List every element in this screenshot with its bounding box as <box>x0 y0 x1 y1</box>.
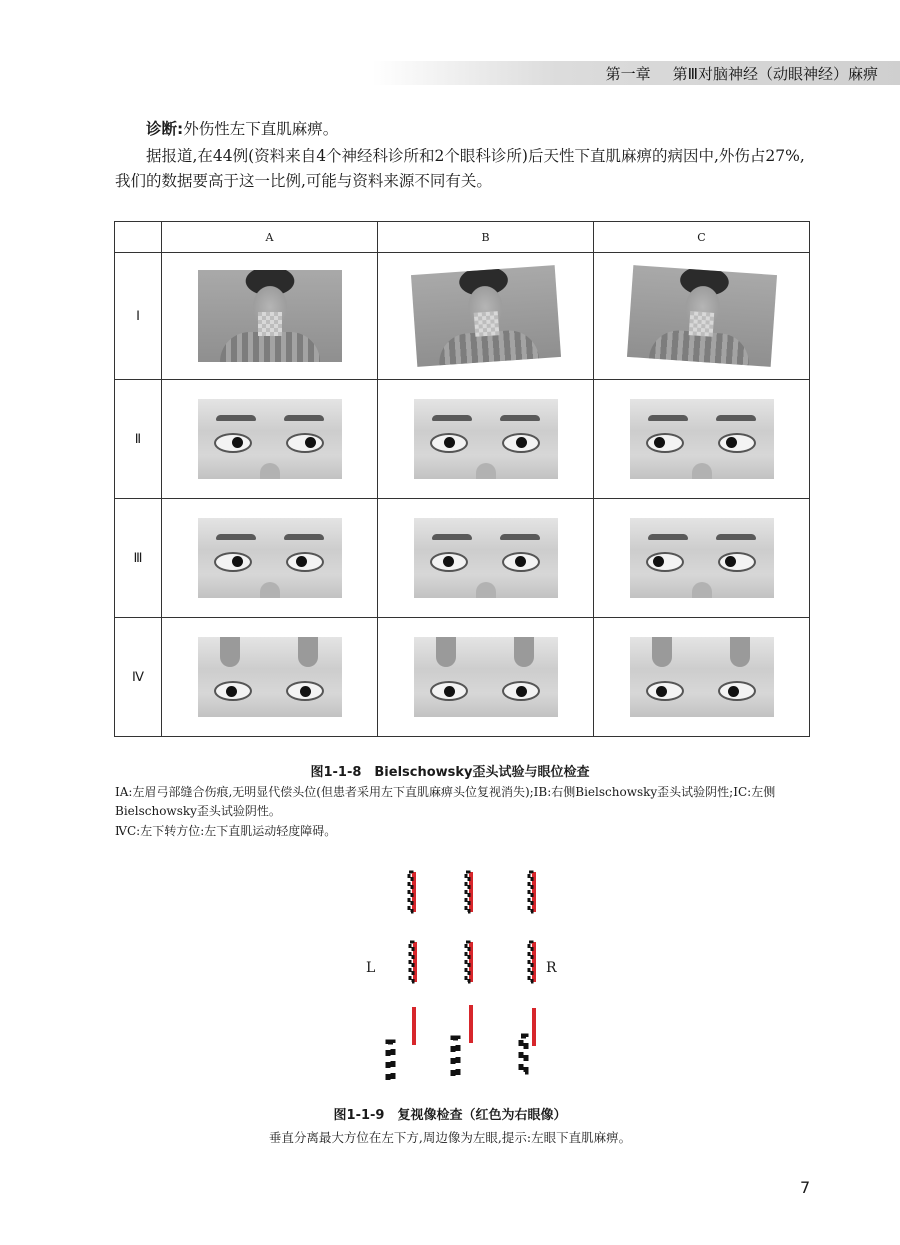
left-eye-image-down-left <box>388 1042 393 1080</box>
photo-eyes-2b <box>414 399 558 479</box>
running-header-text <box>584 63 878 84</box>
left-eye-image-down-right <box>521 1036 526 1072</box>
figure-1-1-8-note-2: ⅣC:左下转方位:左下直肌运动轻度障碍。 <box>115 824 337 838</box>
photo-eyes-2c <box>630 399 774 479</box>
left-eye-image-up-center <box>466 872 469 912</box>
diagnosis-text: 外伤性左下直肌麻痹。 <box>183 120 339 138</box>
figure-1-1-9-caption: 图1-1-9 复视像检查（红色为右眼像） <box>333 1108 567 1123</box>
left-eye-image-mid-center <box>466 942 469 982</box>
figure-1-1-8-note-1: ⅠA:左眉弓部缝合伤痕,无明显代偿头位(但患者采用左下直肌麻痹头位复视消失);ⅠB:右侧Bielschowsky歪头试验阴性;ⅠC:左侧Bielschowsky歪头试验阴性。 <box>115 785 776 818</box>
diagnosis-line <box>115 117 815 142</box>
right-eye-image-down-left <box>412 1007 416 1045</box>
photo-eyes-3b <box>414 518 558 598</box>
right-eye-image-down-center <box>469 1005 473 1043</box>
left-eye-image-mid-right <box>529 942 532 982</box>
left-eye-image-up-left <box>409 872 412 912</box>
photo-eyes-3c <box>630 518 774 598</box>
left-eye-image-down-center <box>453 1038 458 1076</box>
chapter-label: 第一章 <box>605 65 651 83</box>
table-corner-cell <box>115 222 162 253</box>
running-header <box>372 61 900 85</box>
column-header-a: A <box>162 222 378 253</box>
page-number: 7 <box>800 1178 811 1197</box>
diplopia-chart <box>355 870 595 1090</box>
diagnosis-label: 诊断: <box>146 120 184 138</box>
body-paragraph: 据报道,在44例(资料来自4个神经科诊所和2个眼科诊所)后天性下直肌麻痹的病因中,外伤占27%,我们的数据要高于这一比例,可能与资料来源不同有关。 <box>115 147 805 190</box>
column-header-b: B <box>378 222 594 253</box>
right-side-label: R <box>546 960 557 976</box>
row-label-4: Ⅳ <box>115 618 162 737</box>
photo-eyes-4a <box>198 637 342 717</box>
column-header-c: C <box>594 222 810 253</box>
photo-head-posture-a <box>198 270 342 362</box>
photo-eyes-4c <box>630 637 774 717</box>
left-side-label: L <box>366 960 376 976</box>
figure-1-1-9-description: 垂直分离最大方位在左下方,周边像为左眼,提示:左眼下直肌麻痹。 <box>268 1130 632 1145</box>
photo-head-tilt-left-c <box>626 265 776 367</box>
photo-eyes-2a <box>198 399 342 479</box>
photo-head-tilt-right-b <box>410 265 560 367</box>
row-label-2: Ⅱ <box>115 380 162 499</box>
photo-eyes-3a <box>198 518 342 598</box>
left-eye-image-up-right <box>529 872 532 912</box>
left-eye-image-mid-left <box>410 942 413 982</box>
right-eye-image-down-right <box>532 1008 536 1046</box>
figure-1-1-8-table <box>114 221 810 737</box>
figure-1-1-8-caption: 图1-1-8 Bielschowsky歪头试验与眼位检查 <box>310 765 590 780</box>
section-title: 第Ⅲ对脑神经（动眼神经）麻痹 <box>672 65 878 83</box>
row-label-1: Ⅰ <box>115 253 162 380</box>
row-label-3: Ⅲ <box>115 499 162 618</box>
photo-eyes-4b <box>414 637 558 717</box>
